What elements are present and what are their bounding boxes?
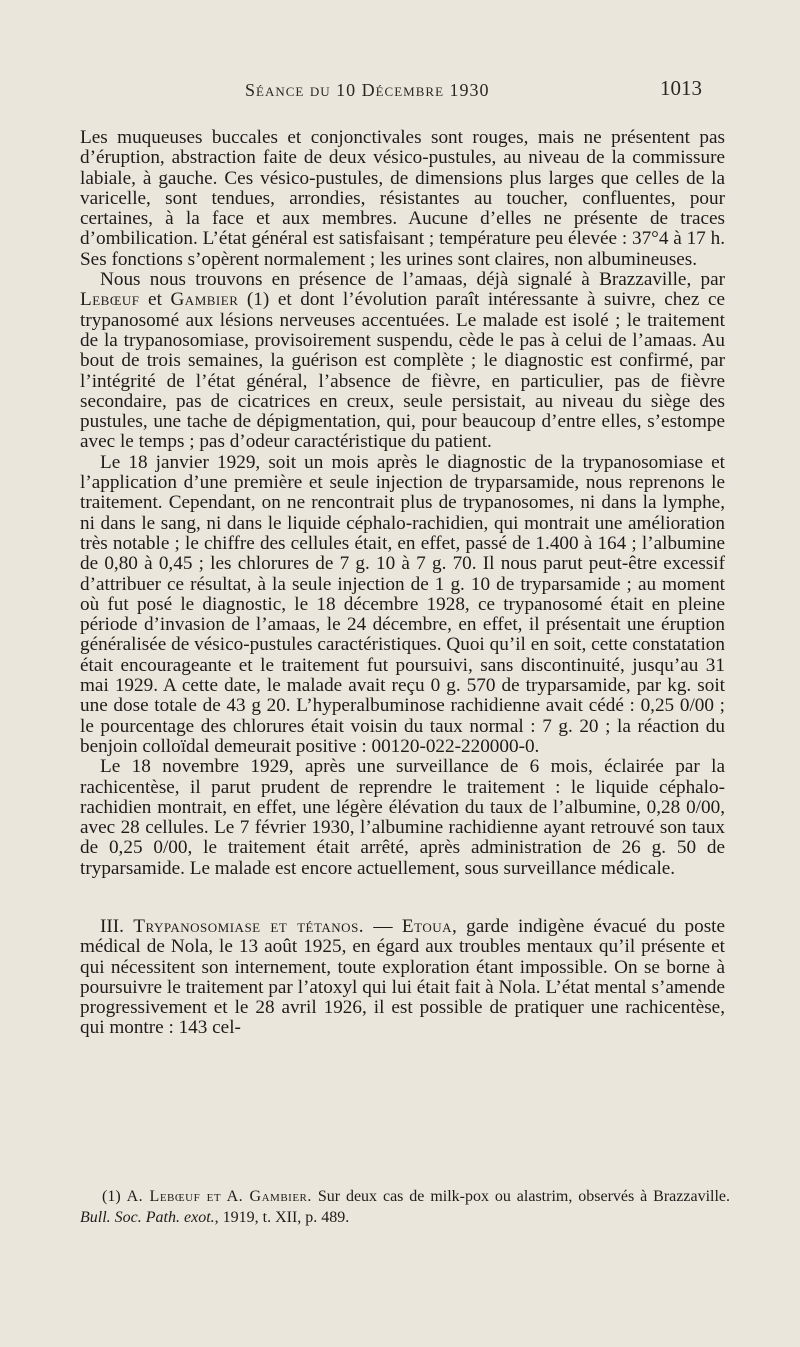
section-spacer	[80, 879, 725, 917]
author-name-leboeuf: Lebœuf	[80, 289, 140, 311]
paragraph-4: Le 18 novembre 1929, après une surveillance de 6 mois, éclairée par la rachicentèse, il parut prudent de reprendre le traitement : le liquide céphalo-rachidien montrait, en effet, une légère élévation du taux de l’albumine, 0,28 0/00, avec 28 cellules. Le 7 février 1930, l’albumine rachidienne ayant retrouvé son taux de 0,25 0/00, le traitement était arrêté, après administration de 26 g. 50 de tryparsamide. Le malade est encore actuellement, sous surveillance médicale.	[80, 756, 725, 879]
page-number: 1013	[660, 76, 702, 100]
footnote-marker: (1)	[102, 1188, 127, 1205]
paragraph-2-text-b: (1) et dont l’évolution paraît intéressante à suivre, chez ce trypanosomé aux lésions nerveuses accentuées. Le malade est isolé ; le traitement de la trypanosomiase, provisoirement suspendu, cède le pas à celui de l’amaas. Au bout de trois semaines, la guérison est complète ; le diagnostic est confirmé, par l’intégrité de l’état général, l’absence de fièvre, en particulier, pas de fièvre secondaire, pas de cicatrices en creux, seule persistait, au niveau du siège des pustules, une tache de dépigmentation, qui, pour beaucoup d’entre elles, s’estompe avec le temps ; pas d’odeur caractéristique du patient.	[80, 289, 725, 453]
paragraph-3: Le 18 janvier 1929, soit un mois après le diagnostic de la trypanosomiase et l’application d’une première et seule injection de tryparsamide, nous reprenons le traitement. Cependant, on ne rencontrait plus de trypanosomes, ni dans la lymphe, ni dans le sang, ni dans le liquide céphalo-rachidien, qui montrait une amélioration très notable ; le chiffre des cellules était, en effet, passé de 1.400 à 164 ; l’albumine de 0,80 à 0,45 ; les chlorures de 7 g. 10 à 7 g. 70. Il nous parut peut-être excessif d’attribuer ce résultat, à la seule injection de 1 g. 10 de tryparsamide ; au moment où fut posé le diagnostic, le 18 décembre 1928, ce trypanosomé était en pleine période d’invasion de l’amaas, le 24 décembre, en effet, il présentait une éruption généralisée de vésico-pustules caractéristiques. Quoi qu’il en soit, cette constatation était encourageante et le traitement fut poursuivi, sans discontinuité, jusqu’au 31 mai 1929. A cette date, le malade avait reçu 0 g. 570 de tryparsamide, par kg. soit une dose totale de 43 g 20. L’hyperalbuminose rachidienne avait cédé : 0,25 0/00 ; le pourcentage des chlorures était voisin du taux normal : 7 g. 20 ; la réaction du benjoin colloïdal demeurait positive : 00120-022-220000-0.	[80, 451, 725, 757]
author-name-gambier: Gambier	[170, 289, 239, 311]
paragraph-2	[80, 270, 725, 453]
section-iii-text: , garde indigène évacué du poste médical de Nola, le 13 août 1925, en égard aux troubles mentaux qu’il présente et qui nécessitent son internement, toute exploration étant impossible. On se borne à poursuivre le traitement par l’atoxyl qui lui était fait à Nola. L’état mental s’amende progressivement et le 28 avril 1926, il est possible de pratiquer une rachicentèse, qui montre : 143 cel-	[80, 915, 726, 1039]
body-text	[80, 128, 725, 1039]
section-heading: Trypanosomiase et tétanos.	[133, 915, 365, 937]
footnote-journal: Bull. Soc. Path. exot.	[80, 1209, 215, 1226]
paragraph-2-et: et	[139, 289, 171, 311]
footnote-reference: , 1919, t. XII, p. 489.	[214, 1209, 350, 1226]
running-title: Séance du 10 Décembre 1930	[245, 80, 490, 100]
paragraph-1: Les muqueuses buccales et conjonctivales sont rouges, mais ne présentent pas d’éruption, abstraction faite de deux vésico-pustules, au niveau de la commissure labiale, à gauche. Ces vésico-pustules, de dimensions plus larges que celles de la varicelle, sont tendues, arrondies, résistantes au toucher, confluentes, pour certaines, à la face et aux membres. Aucune d’elles ne présente de traces d’ombilication. L’état général est satisfaisant ; température peu élevée : 37°4 à 17 h. Ses fonctions s’opèrent normalement ; les urines sont claires, non albumineuses.	[80, 127, 725, 270]
footnote-title: Sur deux cas de milk-pox ou alastrim, observés à Brazzaville.	[311, 1188, 731, 1205]
footnote	[80, 1186, 730, 1228]
footnote-authors: A. Lebœuf et A. Gambier.	[126, 1188, 312, 1205]
section-iii-paragraph	[80, 917, 725, 1039]
paragraph-2-text-a: Nous nous trouvons en présence de l’amaas, déjà signalé à Brazzaville, par	[100, 269, 725, 291]
patient-name: Etoua	[401, 915, 453, 937]
footnote-1	[80, 1186, 730, 1228]
section-dash: —	[364, 915, 402, 937]
running-header	[0, 76, 800, 106]
section-number: III.	[100, 915, 134, 937]
